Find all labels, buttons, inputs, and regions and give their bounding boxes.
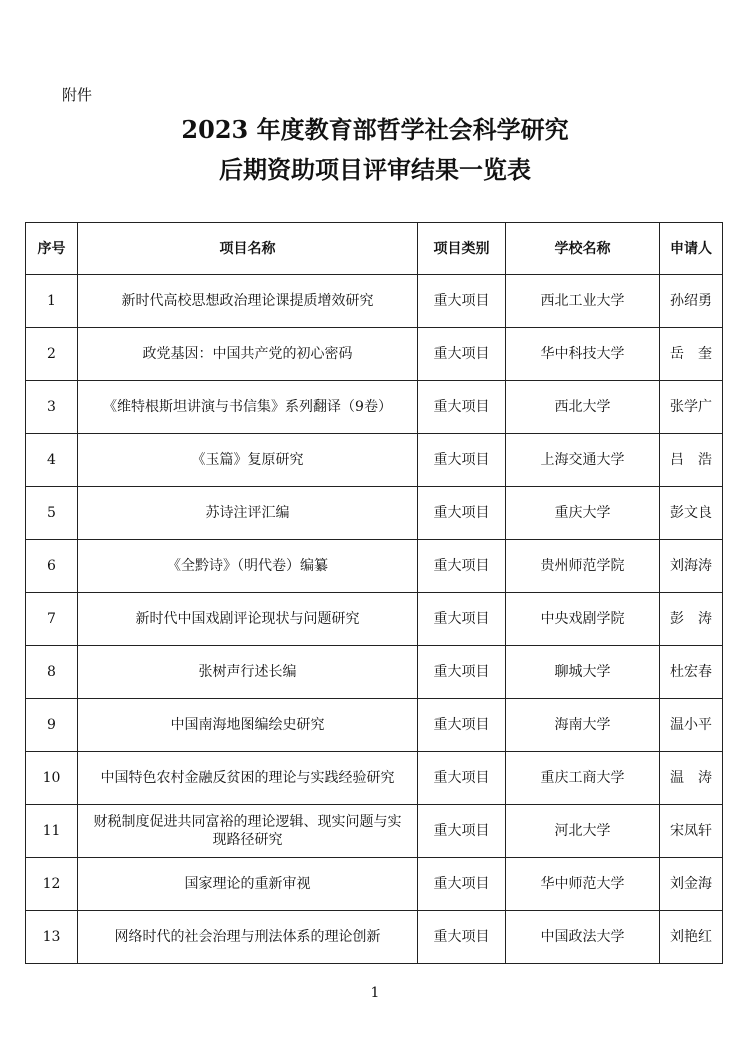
table-header-row <box>26 223 723 275</box>
cell-category: 重大项目 <box>418 699 506 752</box>
cell-applicant: 张学广 <box>660 381 723 434</box>
cell-project-name <box>78 805 418 858</box>
attachment-label: 附件 <box>62 86 93 104</box>
cell-no: 11 <box>26 805 78 858</box>
header-project-name: 项目名称 <box>78 223 418 275</box>
cell-applicant: 刘艳红 <box>660 911 723 964</box>
cell-project-name <box>78 328 418 381</box>
project-name-text: 网络时代的社会治理与刑法体系的理论创新 <box>114 929 381 945</box>
project-name-text: 政党基因：中国共产党的初心密码 <box>142 346 353 362</box>
cell-category: 重大项目 <box>418 911 506 964</box>
header-category: 项目类别 <box>418 223 506 275</box>
cell-applicant: 彭文良 <box>660 487 723 540</box>
cell-school: 贵州师范学院 <box>506 540 660 593</box>
cell-category: 重大项目 <box>418 381 506 434</box>
cell-applicant: 杜宏春 <box>660 646 723 699</box>
project-name-text: 中国南海地图编绘史研究 <box>170 717 325 733</box>
cell-no: 7 <box>26 593 78 646</box>
cell-no: 6 <box>26 540 78 593</box>
cell-no: 1 <box>26 275 78 328</box>
project-name-text: 新时代中国戏剧评论现状与问题研究 <box>135 611 360 627</box>
table-row <box>26 540 723 593</box>
page-number: 1 <box>370 985 380 1001</box>
cell-project-name <box>78 858 418 911</box>
table-row <box>26 646 723 699</box>
cell-category: 重大项目 <box>418 328 506 381</box>
cell-school: 海南大学 <box>506 699 660 752</box>
table-body <box>26 275 723 964</box>
table-row <box>26 699 723 752</box>
table-row <box>26 858 723 911</box>
cell-no: 5 <box>26 487 78 540</box>
cell-category: 重大项目 <box>418 593 506 646</box>
cell-applicant: 岳 奎 <box>660 328 723 381</box>
cell-school: 西北大学 <box>506 381 660 434</box>
cell-project-name <box>78 646 418 699</box>
cell-school: 中国政法大学 <box>506 911 660 964</box>
table-row <box>26 911 723 964</box>
results-table <box>25 222 723 964</box>
cell-project-name <box>78 593 418 646</box>
cell-school: 重庆大学 <box>506 487 660 540</box>
cell-no: 4 <box>26 434 78 487</box>
cell-school: 中央戏剧学院 <box>506 593 660 646</box>
table-row <box>26 593 723 646</box>
project-name-text: 张树声行述长编 <box>198 664 297 680</box>
table-row <box>26 275 723 328</box>
table-row <box>26 434 723 487</box>
header-applicant: 申请人 <box>660 223 723 275</box>
cell-project-name <box>78 434 418 487</box>
cell-applicant: 吕 浩 <box>660 434 723 487</box>
cell-applicant: 孙绍勇 <box>660 275 723 328</box>
cell-no: 2 <box>26 328 78 381</box>
table-row <box>26 381 723 434</box>
cell-project-name <box>78 540 418 593</box>
cell-applicant: 温小平 <box>660 699 723 752</box>
cell-no: 9 <box>26 699 78 752</box>
cell-school: 上海交通大学 <box>506 434 660 487</box>
cell-category: 重大项目 <box>418 752 506 805</box>
cell-category: 重大项目 <box>418 540 506 593</box>
cell-category: 重大项目 <box>418 487 506 540</box>
cell-project-name <box>78 275 418 328</box>
cell-project-name <box>78 699 418 752</box>
project-name-text: 《维特根斯坦讲演与书信集》系列翻译（9卷） <box>103 399 392 415</box>
cell-applicant: 刘金海 <box>660 858 723 911</box>
cell-project-name <box>78 752 418 805</box>
cell-school: 华中师范大学 <box>506 858 660 911</box>
cell-school: 聊城大学 <box>506 646 660 699</box>
cell-category: 重大项目 <box>418 805 506 858</box>
cell-school: 河北大学 <box>506 805 660 858</box>
cell-applicant: 宋凤轩 <box>660 805 723 858</box>
document-title-line-1: 2023 年度教育部哲学社会科学研究 <box>181 115 569 144</box>
cell-category: 重大项目 <box>418 275 506 328</box>
cell-school: 重庆工商大学 <box>506 752 660 805</box>
cell-applicant: 刘海涛 <box>660 540 723 593</box>
cell-applicant: 彭 涛 <box>660 593 723 646</box>
cell-no: 3 <box>26 381 78 434</box>
table-row <box>26 328 723 381</box>
cell-no: 8 <box>26 646 78 699</box>
cell-project-name <box>78 911 418 964</box>
cell-no: 12 <box>26 858 78 911</box>
project-name-text: 国家理论的重新审视 <box>184 876 311 892</box>
cell-category: 重大项目 <box>418 434 506 487</box>
table-row <box>26 752 723 805</box>
project-name-text: 新时代高校思想政治理论课提质增效研究 <box>121 293 374 309</box>
project-name-text: 《全黔诗》（明代卷）编纂 <box>167 558 328 574</box>
cell-no: 13 <box>26 911 78 964</box>
project-name-text: 中国特色农村金融反贫困的理论与实践经验研究 <box>100 770 395 786</box>
cell-project-name <box>78 381 418 434</box>
cell-project-name <box>78 487 418 540</box>
document-title-line-2: 后期资助项目评审结果一览表 <box>219 155 531 184</box>
cell-no: 10 <box>26 752 78 805</box>
cell-school: 西北工业大学 <box>506 275 660 328</box>
table-row <box>26 805 723 858</box>
cell-category: 重大项目 <box>418 646 506 699</box>
table-row <box>26 487 723 540</box>
cell-category: 重大项目 <box>418 858 506 911</box>
project-name-text: 苏诗注评汇编 <box>205 505 290 521</box>
header-no: 序号 <box>26 223 78 275</box>
cell-school: 华中科技大学 <box>506 328 660 381</box>
header-school: 学校名称 <box>506 223 660 275</box>
project-name-text: 《玉篇》复原研究 <box>191 452 304 468</box>
project-name-text: 财税制度促进共同富裕的理论逻辑、现实问题与实现路径研究 <box>93 814 402 848</box>
cell-applicant: 温 涛 <box>660 752 723 805</box>
